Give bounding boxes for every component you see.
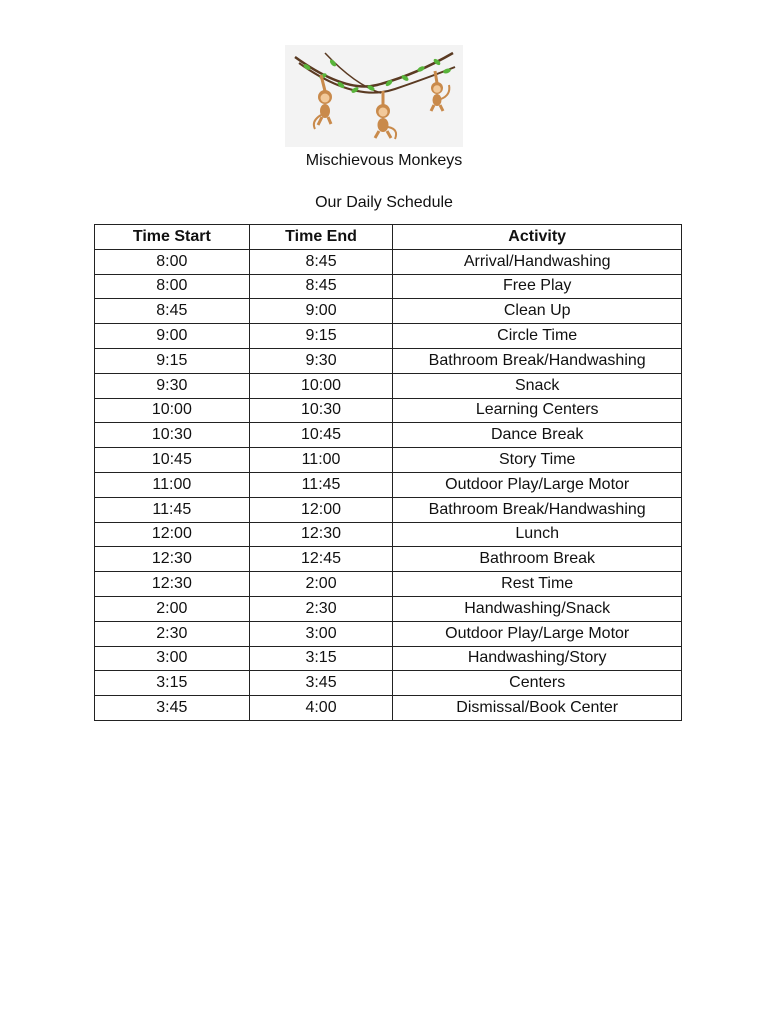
- time-start-cell: 2:30: [95, 621, 250, 646]
- time-start-cell: 9:00: [95, 324, 250, 349]
- time-end-cell: 3:00: [249, 621, 393, 646]
- activity-cell: Rest Time: [393, 572, 682, 597]
- table-row: [95, 299, 682, 324]
- time-start-cell: 8:00: [95, 249, 250, 274]
- class-name: Mischievous Monkeys: [305, 152, 463, 169]
- table-row: [95, 671, 682, 696]
- activity-cell: Bathroom Break/Handwashing: [393, 497, 682, 522]
- activity-cell: Bathroom Break/Handwashing: [393, 348, 682, 373]
- time-start-cell: 12:30: [95, 572, 250, 597]
- table-header-row: [95, 225, 682, 250]
- table-row: [95, 274, 682, 299]
- time-end-cell: 8:45: [249, 274, 393, 299]
- activity-cell: Outdoor Play/Large Motor: [393, 621, 682, 646]
- time-end-cell: 10:45: [249, 423, 393, 448]
- activity-cell: Dismissal/Book Center: [393, 696, 682, 721]
- activity-cell: Free Play: [393, 274, 682, 299]
- time-start-cell: 3:00: [95, 646, 250, 671]
- column-header-activity: Activity: [393, 225, 682, 250]
- time-start-cell: 10:30: [95, 423, 250, 448]
- time-start-cell: 3:45: [95, 696, 250, 721]
- time-end-cell: 3:15: [249, 646, 393, 671]
- time-start-cell: 11:45: [95, 497, 250, 522]
- activity-cell: Bathroom Break: [393, 547, 682, 572]
- schedule-title: Our Daily Schedule: [315, 194, 453, 211]
- table-row: [95, 547, 682, 572]
- time-start-cell: 8:45: [95, 299, 250, 324]
- column-header-time-end: Time End: [249, 225, 393, 250]
- activity-cell: Story Time: [393, 448, 682, 473]
- schedule-rows: [95, 249, 682, 720]
- table-row: [95, 646, 682, 671]
- time-end-cell: 12:45: [249, 547, 393, 572]
- table-row: [95, 423, 682, 448]
- time-end-cell: 10:30: [249, 398, 393, 423]
- activity-cell: Arrival/Handwashing: [393, 249, 682, 274]
- activity-cell: Snack: [393, 373, 682, 398]
- time-end-cell: 2:00: [249, 572, 393, 597]
- time-end-cell: 9:15: [249, 324, 393, 349]
- time-end-cell: 9:30: [249, 348, 393, 373]
- table-row: [95, 373, 682, 398]
- time-start-cell: 12:30: [95, 547, 250, 572]
- activity-cell: Outdoor Play/Large Motor: [393, 472, 682, 497]
- time-start-cell: 10:00: [95, 398, 250, 423]
- time-end-cell: 10:00: [249, 373, 393, 398]
- table-row: [95, 572, 682, 597]
- activity-cell: Learning Centers: [393, 398, 682, 423]
- time-end-cell: 11:45: [249, 472, 393, 497]
- time-start-cell: 8:00: [95, 274, 250, 299]
- time-start-cell: 3:15: [95, 671, 250, 696]
- daily-schedule-table: [94, 224, 682, 721]
- column-header-time-start: Time Start: [95, 225, 250, 250]
- hanging-monkeys-vine-logo: [285, 45, 463, 147]
- activity-cell: Handwashing/Story: [393, 646, 682, 671]
- time-end-cell: 12:30: [249, 522, 393, 547]
- table-row: [95, 522, 682, 547]
- time-start-cell: 9:15: [95, 348, 250, 373]
- time-start-cell: 10:45: [95, 448, 250, 473]
- table-row: [95, 398, 682, 423]
- table-row: [95, 696, 682, 721]
- table-row: [95, 621, 682, 646]
- table-row: [95, 497, 682, 522]
- table-row: [95, 348, 682, 373]
- activity-cell: Dance Break: [393, 423, 682, 448]
- activity-cell: Circle Time: [393, 324, 682, 349]
- time-end-cell: 3:45: [249, 671, 393, 696]
- activity-cell: Handwashing/Snack: [393, 596, 682, 621]
- time-end-cell: 2:30: [249, 596, 393, 621]
- time-start-cell: 2:00: [95, 596, 250, 621]
- table-row: [95, 249, 682, 274]
- activity-cell: Centers: [393, 671, 682, 696]
- table-row: [95, 324, 682, 349]
- time-start-cell: 11:00: [95, 472, 250, 497]
- activity-cell: Lunch: [393, 522, 682, 547]
- time-end-cell: 11:00: [249, 448, 393, 473]
- table-row: [95, 472, 682, 497]
- table-row: [95, 448, 682, 473]
- time-end-cell: 9:00: [249, 299, 393, 324]
- time-start-cell: 9:30: [95, 373, 250, 398]
- table-row: [95, 596, 682, 621]
- time-end-cell: 12:00: [249, 497, 393, 522]
- time-start-cell: 12:00: [95, 522, 250, 547]
- monkeys-illustration: [285, 45, 463, 147]
- activity-cell: Clean Up: [393, 299, 682, 324]
- time-end-cell: 4:00: [249, 696, 393, 721]
- time-end-cell: 8:45: [249, 249, 393, 274]
